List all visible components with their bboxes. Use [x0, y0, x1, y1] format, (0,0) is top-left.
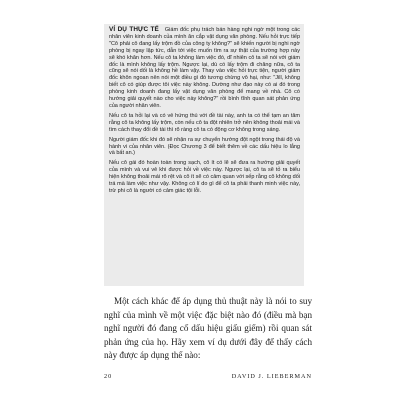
sidebar-paragraph-1-text: Giám đốc phụ trách bán hàng nghi ngờ một trong các nhân viên kinh doanh của mình ăn cắp vật dụng văn phòng. Nếu hỏi trực tiếp "Cô phải cô đang lấy trộm đồ của công ty không?" sẽ khiến người bị nghi ngờ phòng bị ngay lập tức, dẫn tới việc muốn tìm ra sự thật của trường hợp này sẽ khó khăn hơn. Nếu cô ta không làm việc đó, dĩ nhiên cô ta sẽ nói với giám đốc là mình không lấy trộm. Ngược lại, dù có lấy trộm đi chăng nữa, cô ta cũng sẽ nói dối là không hề làm vậy. Thay vào việc hỏi trực tiện, người giám đốc khôn ngoan nên nói một điều gì đó tương chừng vô hại, như: "Jill, không biết cô có giúp được tôi việc này không. Dường như đạo này có ai đó trong phòng kinh doanh đang lấy vật dụng văn phòng để mang về nhà. Cô có hướng giải quyết nào cho việc này không?" rồi bình tĩnh quan sát phản ứng của người nhân viên. — [109, 27, 300, 109]
sidebar-paragraph-2: Nếu cô ta hỏi lại và có vẻ hứng thú với đề tài này, anh ta có thể tạm an tâm rằng cô ta không lấy trộm, còn nếu cô ta đột nhiên trở nên không thoải mái và tìm cách thay đổi đề tài thì rõ ràng cô ta có động cơ không trong sáng. — [109, 112, 300, 133]
running-author: DAVID J. LIEBERMAN — [231, 373, 312, 380]
sidebar-paragraph-3: Người giám đốc khi đó sẽ nhận ra sự chuyển hướng đột ngột trong thái độ và hành vi của nhân viên. (Đọc Chương 3 để biết thêm về các dấu hiệu lo lắng và bất an.) — [109, 136, 300, 157]
example-sidebar-box — [104, 24, 304, 286]
sidebar-label: VÍ DỤ THỰC TẾ — [109, 26, 159, 33]
sidebar-paragraph-1 — [109, 27, 300, 110]
page-footer — [104, 373, 312, 380]
sidebar-paragraph-4: Nếu cô gái đó hoàn toàn trong sạch, cô ít có lẽ sẽ đưa ra hướng giải quyết của mình và vui vẻ khi được hỏi về việc này. Ngược lại, cô ta sẽ tỏ ra biểu hiện không thoải mái rõ rệt và cô ít sẽ có cảm quan với sếp rằng cô không dối trá mà làm việc như vậy. Không có lí do gì để cô ta phải thanh minh việc này, trừ phi cô là người có cảm giác tội lỗi. — [109, 160, 300, 194]
body-paragraph: Một cách khác để áp dụng thủ thuật này là nói to suy nghĩ của mình về một việc đặc biệt nào đó (điều mà bạn nghĩ người đó đang cố dấu hiệu giấu giếm) rồi quan sát phản ứng của họ. Hãy xem ví dụ dưới đây để thấy cách này được áp dụng thế nào: — [104, 296, 312, 361]
page-number: 20 — [104, 373, 113, 380]
